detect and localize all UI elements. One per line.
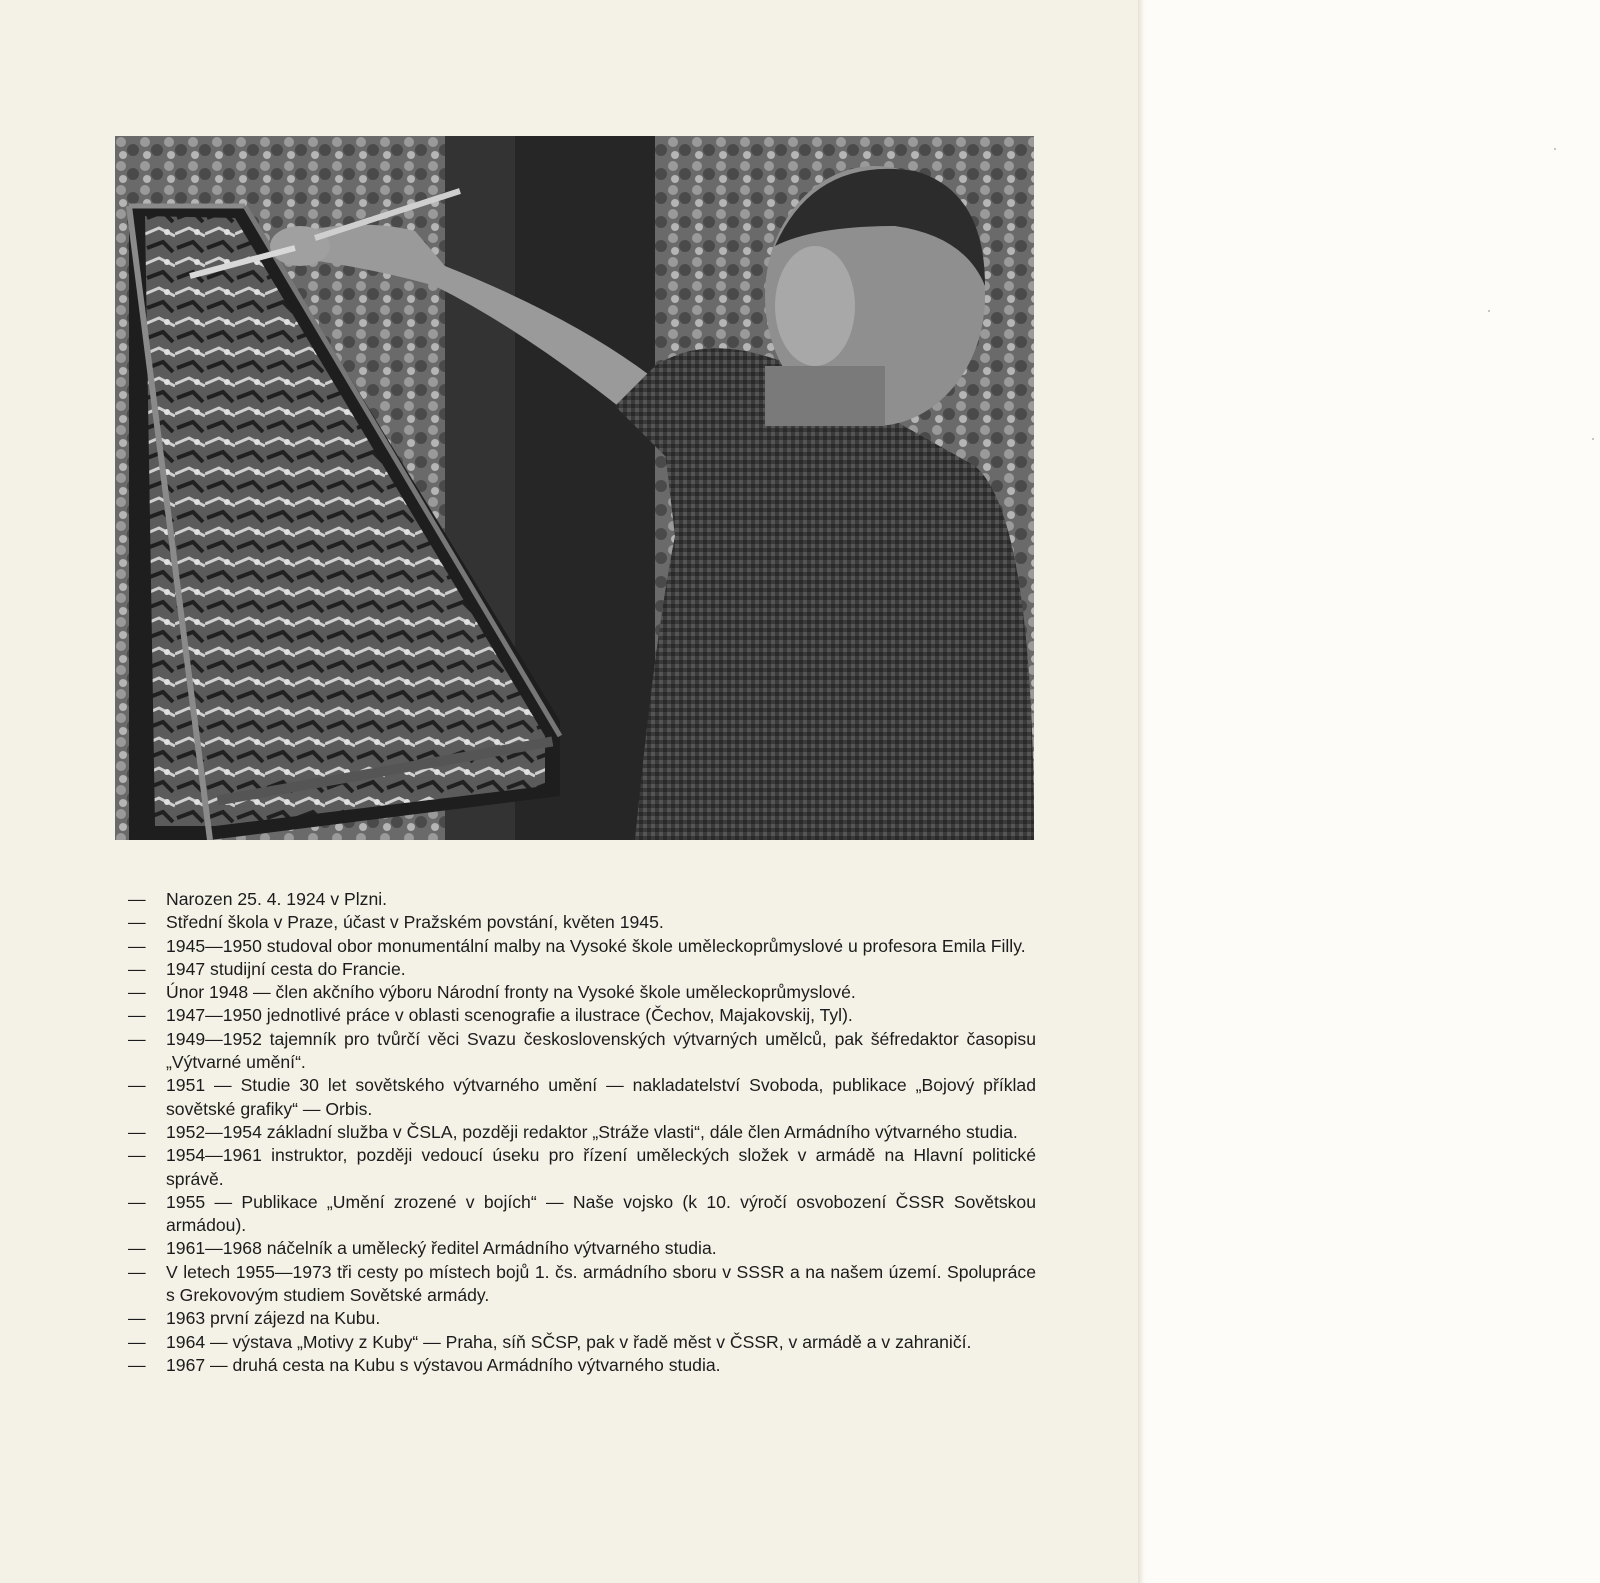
bullet-dash: — bbox=[128, 1005, 146, 1026]
bio-entry-text: 1951 — Studie 30 let sovětského výtvarného umění — nakladatelství Svoboda, publikace „Bojový příklad sovětské grafiky“ — Orbis. bbox=[166, 1075, 1036, 1119]
bio-entry bbox=[128, 1354, 1036, 1377]
bio-entry bbox=[128, 981, 1036, 1004]
right-page-blank bbox=[1148, 0, 1600, 1583]
bio-entry-text: 1952—1954 základní služba v ČSLA, později redaktor „Stráže vlasti“, dále člen Armádního výtvarného studia. bbox=[166, 1121, 1018, 1142]
bio-entry bbox=[128, 958, 1036, 981]
bio-entry bbox=[128, 1121, 1036, 1144]
bio-entry-text: 1949—1952 tajemník pro tvůrčí věci Svazu československých výtvarných umělců, pak šéfredaktor časopisu „Výtvarné umění“. bbox=[166, 1028, 1036, 1073]
bio-entry bbox=[128, 1028, 1036, 1075]
bullet-dash: — bbox=[128, 982, 146, 1003]
bio-entry-text: 1954—1961 instruktor, později vedoucí úseku pro řízení uměleckých složek v armádě na Hlavní politické správě. bbox=[166, 1145, 1036, 1189]
bio-entry bbox=[128, 1004, 1036, 1027]
bio-entry-text: Střední škola v Praze, účast v Pražském povstání, květen 1945. bbox=[166, 912, 664, 933]
bio-entry-text: 1967 — druhá cesta na Kubu s výstavou Armádního výtvarného studia. bbox=[166, 1354, 721, 1375]
painter-at-easel-photo bbox=[115, 136, 1034, 840]
bio-entry bbox=[128, 1237, 1036, 1260]
bullet-dash: — bbox=[128, 912, 146, 933]
paper-speck bbox=[1488, 310, 1490, 312]
bullet-dash: — bbox=[128, 1331, 146, 1352]
bullet-dash: — bbox=[128, 935, 146, 956]
bullet-dash: — bbox=[128, 1145, 146, 1166]
bullet-dash: — bbox=[128, 1261, 146, 1282]
paper-speck bbox=[1592, 438, 1594, 440]
bio-entry-text: 1947—1950 jednotlivé práce v oblasti scenografie a ilustrace (Čechov, Majakovskij, Tyl). bbox=[166, 1005, 853, 1026]
bio-entry bbox=[128, 1074, 1036, 1121]
bullet-dash: — bbox=[128, 1238, 146, 1259]
photo-illustration bbox=[115, 136, 1034, 840]
bio-entry-text: V letech 1955—1973 tři cesty po místech bojů 1. čs. armádního sboru v SSSR a na našem území. Spolupráce s Grekovovým studiem Sovětské armády. bbox=[166, 1261, 1036, 1306]
bio-entry bbox=[128, 888, 1036, 911]
bio-entry bbox=[128, 1144, 1036, 1191]
bio-entry bbox=[128, 1331, 1036, 1354]
bio-entry-text: 1961—1968 náčelník a umělecký ředitel Armádního výtvarného studia. bbox=[166, 1238, 717, 1259]
bullet-dash: — bbox=[128, 1308, 146, 1329]
bullet-dash: — bbox=[128, 889, 146, 909]
bio-entry-text: 1945—1950 studoval obor monumentální malby na Vysoké škole uměleckoprůmyslové u profesora Emila Filly. bbox=[166, 935, 1026, 956]
bio-entry bbox=[128, 1191, 1036, 1238]
bio-entry-text: Narozen 25. 4. 1924 v Plzni. bbox=[166, 889, 388, 909]
bio-entry-text: 1964 — výstava „Motivy z Kuby“ — Praha, síň SČSP, pak v řadě měst v ČSSR, v armádě a v zahraničí. bbox=[166, 1331, 972, 1352]
biography-list bbox=[128, 888, 1036, 1377]
bio-entry-text: Únor 1948 — člen akčního výboru Národní fronty na Vysoké škole uměleckoprůmyslové. bbox=[166, 982, 856, 1003]
bio-entry bbox=[128, 1261, 1036, 1308]
bullet-dash: — bbox=[128, 958, 146, 979]
bio-entry-text: 1963 první zájezd na Kubu. bbox=[166, 1308, 381, 1329]
bio-entry-text: 1947 studijní cesta do Francie. bbox=[166, 958, 406, 979]
bio-entry bbox=[128, 911, 1036, 934]
bullet-dash: — bbox=[128, 1354, 146, 1375]
bullet-dash: — bbox=[128, 1191, 146, 1212]
paper-speck bbox=[1554, 148, 1556, 150]
bullet-dash: — bbox=[128, 1028, 146, 1049]
bio-entry bbox=[128, 1307, 1036, 1330]
bio-entry-text: 1955 — Publikace „Umění zrozené v bojích“ — Naše vojsko (k 10. výročí osvobození ČSSR Sovětskou armádou). bbox=[166, 1191, 1036, 1236]
bio-entry bbox=[128, 935, 1036, 958]
bullet-dash: — bbox=[128, 1121, 146, 1142]
page-fold bbox=[1138, 0, 1148, 1583]
bullet-dash: — bbox=[128, 1075, 146, 1096]
